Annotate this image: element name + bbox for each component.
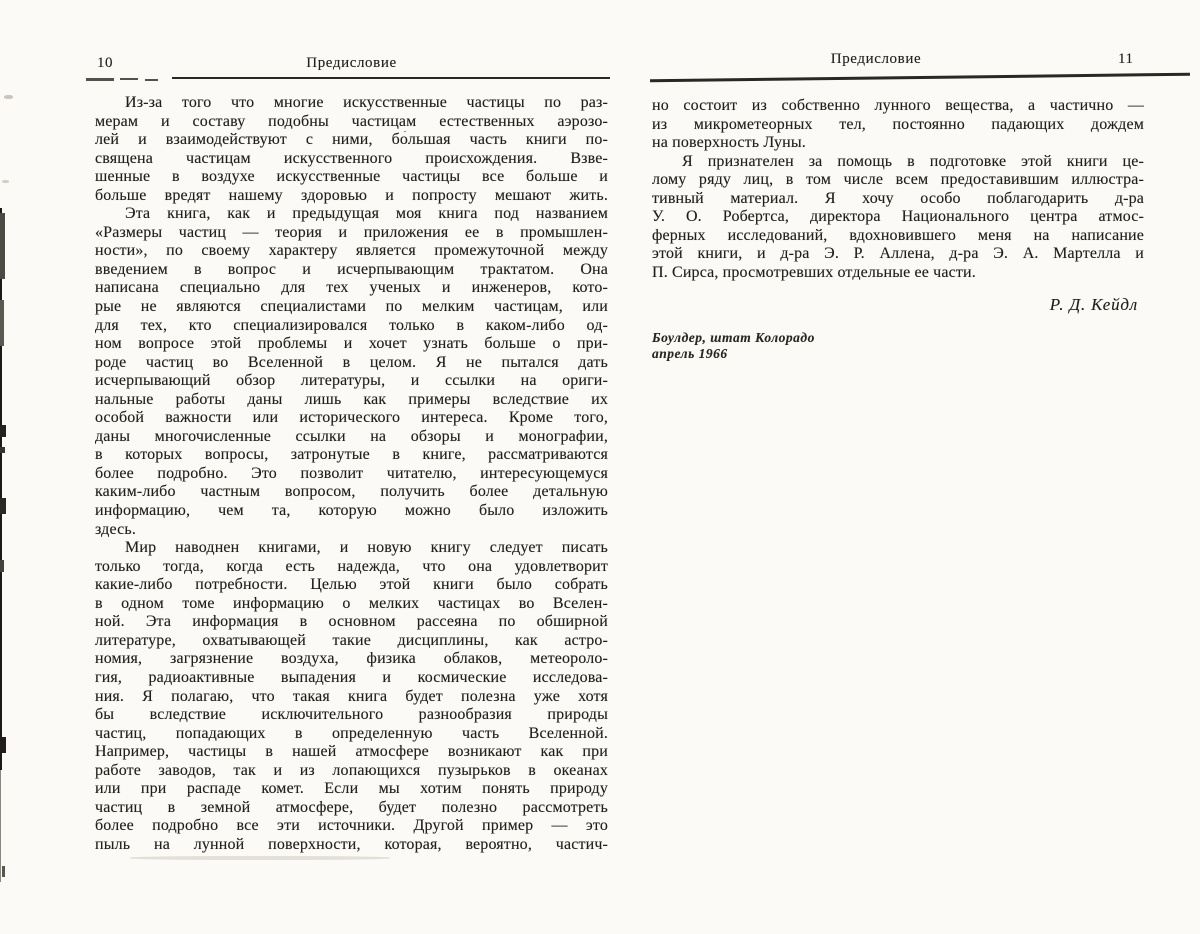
text-line: литературе, охватывающей такие дисциплины, как астро- [95, 631, 608, 649]
text-line: ной. Эта информация в основном рассеяна по обширной [95, 613, 608, 631]
text-line: бы вследствие исключительного разнообразия природы [95, 706, 608, 724]
text-line: У. О. Робертса, директора Национального центра атмос- [652, 208, 1144, 226]
text-line: шенные в воздухе искусственные частицы все больше и [95, 168, 608, 186]
text-line: Из-за того что многие искусственные частицы по раз- [125, 94, 608, 111]
text-line: ности», по своему характеру является промежуточной между [95, 242, 608, 260]
text-line: лому ряду лиц, в том числе всем предоставившим иллюстра- [652, 171, 1144, 189]
paragraph [95, 205, 608, 539]
scan-edge-mark [2, 866, 5, 877]
right-header-rule [650, 73, 1190, 83]
text-line: какие-либо потребности. Целью этой книги было собрать [95, 576, 608, 594]
text-line: более подробно. Это позволит читателю, интересующемуся [95, 464, 608, 482]
text-line: «Размеры частиц — теория и приложения ее в промышлен- [95, 223, 608, 241]
text-line: Например, частицы в нашей атмосфере возникают как при [95, 743, 608, 761]
text-line: в одном томе информацию о мелких частицах во Вселен- [95, 594, 608, 612]
text-line: написана специально для тех ученых и инженеров, кото- [95, 279, 608, 297]
text-line: Эта книга, как и предыдущая моя книга под названием [125, 205, 608, 223]
text-line: более подробно все эти источники. Другой пример — это [95, 817, 608, 835]
text-line: даны многочисленные ссылки на обзоры и монографии, [95, 427, 608, 445]
left-page-number: 10 [97, 55, 113, 71]
text-line: П. Сирса, просмотревших отдельные ее части. [652, 263, 976, 281]
left-header-rule [172, 77, 610, 79]
right-page-number: 11 [1118, 51, 1134, 67]
text-line: роде частиц во Вселенной в целом. Я не пытался дать [95, 353, 608, 371]
paragraph [652, 153, 1144, 283]
right-page-body-text [652, 97, 1144, 282]
text-line: этой книги, и д-ра Э. Р. Аллена, д-ра Э. А. Мартелла и [652, 245, 1144, 263]
scan-edge-mark [0, 300, 4, 346]
paragraph [652, 97, 1144, 153]
text-line: каким-либо частным вопросом, получить более детальную [95, 483, 608, 501]
text-line: Я признателен за помощь в подготовке этой книги це- [682, 152, 1144, 170]
text-line: исчерпывающий обзор литературы, и ссылки на ориги- [95, 372, 608, 390]
left-running-head: Предисловие [306, 55, 397, 71]
scan-edge-line-faint [0, 770, 1, 882]
scan-edge-mark [0, 737, 6, 753]
text-line: рые не являются специалистами по мелким частицам, или [95, 298, 608, 316]
text-line: только тогда, когда есть надежда, что она удовлетворит [95, 557, 608, 575]
right-page-body [652, 97, 1144, 362]
scan-smudge [2, 180, 9, 183]
text-line: лей и взаимодействуют с ними, бо́льшая часть книги по- [95, 131, 608, 149]
left-header-rule-dash [120, 78, 138, 80]
scan-edge-mark [0, 425, 6, 437]
text-line: или при распаде комет. Если мы хотим понять природу [95, 780, 608, 798]
scan-edge-mark [0, 447, 5, 453]
text-line: ном вопросе этой проблемы и хочет узнать больше о при- [95, 335, 608, 353]
text-line: тивный материал. Я хочу особо поблагодарить д-ра [652, 189, 1144, 207]
scan-edge-mark [0, 560, 4, 572]
text-line: из микрометеорных тел, постоянно падающих дождем [652, 115, 1144, 133]
text-line: ния. Я полагаю, что такая книга будет полезна уже хотя [95, 687, 608, 705]
scan-smudge [4, 95, 13, 99]
text-line: священа частицам искусственного происхождения. Взве- [95, 149, 608, 167]
author-signature: Р. Д. Кейдл [1049, 295, 1138, 315]
text-line: информацию, чем та, которую можно было изложить [95, 502, 608, 520]
date-line: апрель 1966 [652, 346, 728, 362]
text-line: на поверхность Луны. [652, 134, 806, 152]
scan-edge-mark [0, 213, 5, 279]
text-line: пыль на лунной поверхности, которая, вероятно, частич- [95, 835, 608, 853]
text-line: нальные работы даны лишь как примеры вследствие их [95, 390, 608, 408]
place-line: Боулдер, штат Колорадо [652, 330, 815, 346]
right-running-head: Предисловие [830, 51, 922, 67]
text-line: гия, радиоактивные выпадения и космические исследова- [95, 668, 608, 686]
paragraph [95, 94, 608, 205]
text-line: здесь. [95, 520, 136, 538]
text-line: работе заводов, так и из лопающихся пузырьков в океанах [95, 761, 608, 779]
scan-edge-line [0, 208, 2, 770]
text-line: для тех, кто специализировался только в каком-либо од- [95, 316, 608, 334]
text-line: больше вредят нашему здоровью и попросту мешают жить. [95, 186, 608, 204]
place-date-block [652, 330, 1144, 362]
scan-edge-mark [0, 498, 6, 514]
left-page-body-text [95, 94, 608, 854]
text-line: но состоит из собственно лунного вещества, а частично — [652, 97, 1144, 114]
scan-smudge [130, 856, 390, 860]
text-line: в которых вопросы, затронутые в книге, рассматриваются [95, 446, 608, 464]
text-line: введением в вопрос и исчерпывающим трактатом. Она [95, 260, 608, 278]
text-line: частиц, попадающих в определенную часть Вселенной. [95, 724, 608, 742]
text-line: частиц в земной атмосфере, будет полезно рассмотреть [95, 798, 608, 816]
right-page [625, 0, 1200, 934]
left-header-rule-dash [145, 79, 158, 81]
left-header-rule-dash [86, 78, 114, 81]
paragraph [95, 539, 608, 854]
text-line: особой важности или исторического интереса. Кроме того, [95, 409, 608, 427]
text-line: ферных исследований, вдохновившего меня на написание [652, 226, 1144, 244]
text-line: номия, загрязнение воздуха, физика облаков, метеороло- [95, 650, 608, 668]
text-line: Мир наводнен книгами, и новую книгу следует писать [125, 539, 608, 557]
text-line: мерам и составу подобны частицам естественных аэрозо- [95, 112, 608, 130]
